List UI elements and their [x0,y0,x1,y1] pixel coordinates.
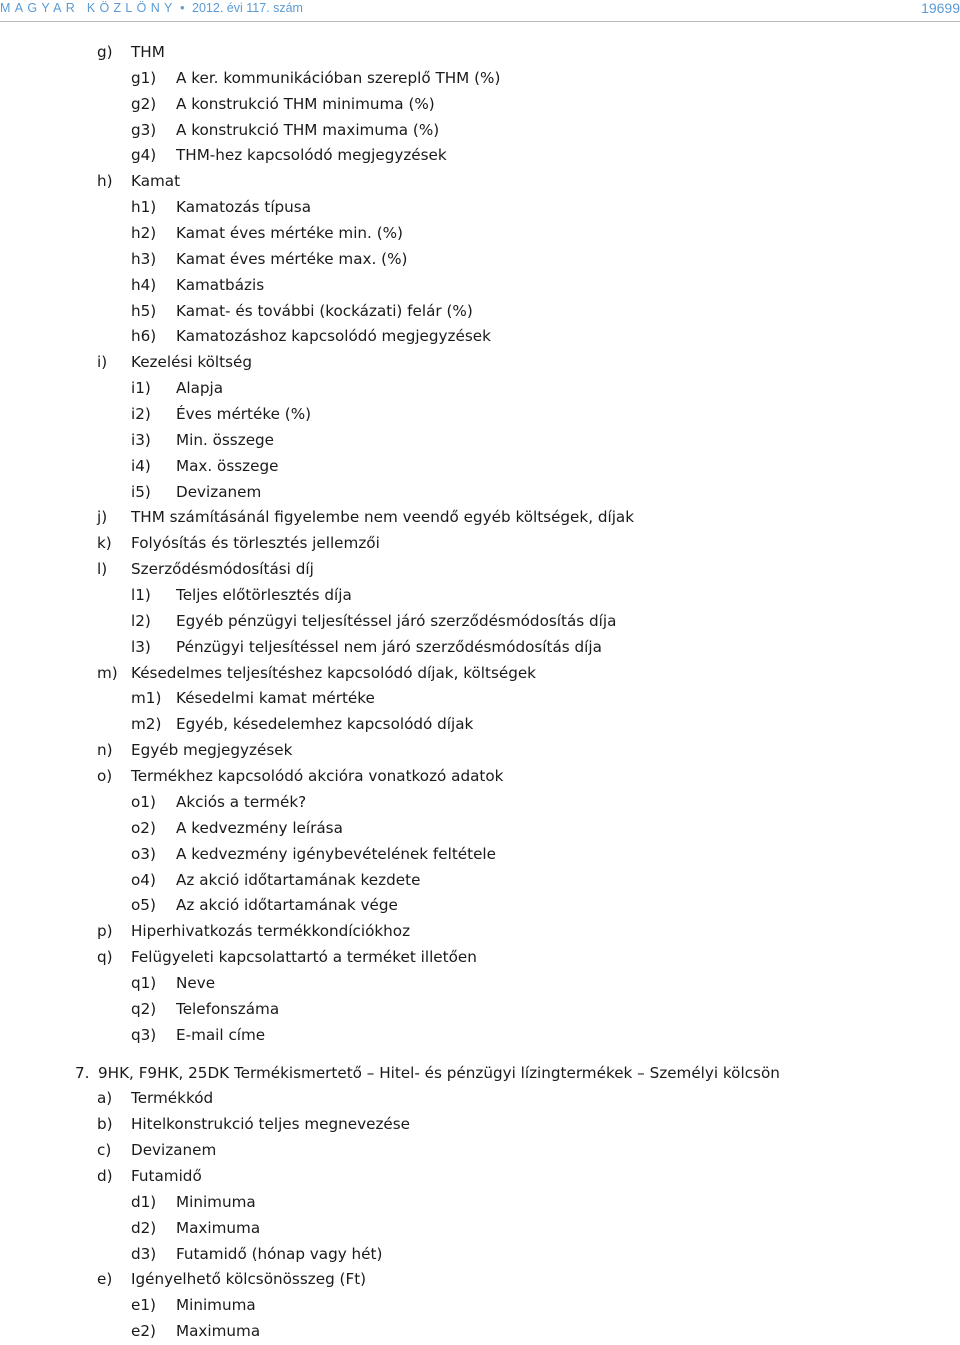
list-item [0,40,960,66]
sub-list-item [0,324,960,350]
item-text: Max. összege [176,456,279,475]
item-text: Az akció időtartamának kezdete [176,870,421,889]
item-label: d) [97,1166,113,1185]
item-text: Maximuma [176,1322,261,1341]
sub-list-item [0,273,960,299]
item-text: Folyósítás és törlesztés jellemzői [131,534,380,553]
item-label: o3) [131,844,156,863]
item-label: e1) [131,1296,156,1315]
item-label: j) [97,508,108,527]
sub-list-item [0,221,960,247]
item-text: Felügyeleti kapcsolattartó a terméket illetően [131,948,477,967]
section-title: 9HK, F9HK, 25DK Termékismertető – Hitel- és pénzügyi lízingtermékek – Személyi kölcsön [98,1063,780,1082]
item-text: Minimuma [176,1192,256,1211]
item-text: A kedvezmény igénybevételének feltétele [176,844,496,863]
item-text: Késedelmi kamat mértéke [176,689,375,708]
list-item [0,350,960,376]
item-text: Neve [176,973,216,992]
item-label: h5) [131,301,157,320]
item-label: b) [97,1115,113,1134]
sub-list-item [0,1023,960,1049]
item-label: k) [97,534,112,553]
item-text: Alapja [176,379,224,398]
item-label: l2) [131,611,151,630]
item-label: i1) [131,379,151,398]
item-text: Szerződésmódosítási díj [131,560,314,579]
item-text: A konstrukció THM maximuma (%) [176,120,440,139]
list-item [0,738,960,764]
item-label: h) [97,172,113,191]
item-label: l) [97,560,108,579]
sub-list-item [0,402,960,428]
sub-list-item [0,143,960,169]
item-label: d1) [131,1192,157,1211]
sub-list-item [0,118,960,144]
item-label: i3) [131,430,151,449]
item-text: Kamat [131,172,181,191]
item-text: Akciós a termék? [176,792,307,811]
item-label: h1) [131,198,157,217]
list-item [0,1138,960,1164]
item-text: Kezelési költség [131,353,253,372]
item-text: Minimuma [176,1296,256,1315]
item-text: Egyéb megjegyzések [131,741,293,760]
list-item [0,169,960,195]
item-text: Futamidő (hónap vagy hét) [176,1244,383,1263]
item-label: o2) [131,818,156,837]
item-text: Devizanem [176,482,262,501]
sub-list-item [0,583,960,609]
sub-list-item [0,686,960,712]
item-label: m2) [131,715,162,734]
item-label: q3) [131,1025,157,1044]
issue-info: 2012. évi 117. szám [192,1,303,15]
item-text: Kamat éves mértéke max. (%) [176,249,408,268]
list-item [0,1267,960,1293]
sub-list-item [0,1216,960,1242]
item-list-section-7 [0,1086,960,1345]
item-text: THM [131,43,165,61]
section-number: 7. [75,1063,90,1082]
item-label: d2) [131,1218,157,1237]
list-item [0,505,960,531]
sub-list-item [0,428,960,454]
item-label: e2) [131,1322,156,1341]
sub-list-item [0,195,960,221]
sub-list-item [0,712,960,738]
item-text: Hitelkonstrukció teljes megnevezése [131,1115,411,1134]
item-text: Kamat éves mértéke min. (%) [176,224,403,243]
item-label: p) [97,922,113,941]
item-text: Az akció időtartamának vége [176,896,398,915]
list-item [0,1112,960,1138]
sub-list-item [0,609,960,635]
item-text: Telefonszáma [176,999,280,1018]
item-label: h2) [131,224,157,243]
item-label: q2) [131,999,157,1018]
item-label: g3) [131,120,157,139]
item-label: q1) [131,973,157,992]
item-label: o) [97,767,113,786]
item-label: o5) [131,896,156,915]
item-label: c) [97,1141,112,1160]
item-label: n) [97,741,113,760]
publication-name: MAGYAR KÖZLÖNY [0,1,177,15]
item-label: h6) [131,327,157,346]
item-label: g) [97,43,113,61]
item-label: g4) [131,146,157,165]
sub-list-item [0,1319,960,1345]
item-text: A ker. kommunikációban szereplő THM (%) [176,68,501,87]
sub-list-item [0,816,960,842]
sub-list-item [0,893,960,919]
item-text: Futamidő [131,1166,202,1185]
item-label: g2) [131,94,157,113]
item-label: i) [97,353,108,372]
item-label: l3) [131,637,151,656]
item-label: o4) [131,870,156,889]
item-label: q) [97,948,113,967]
item-label: a) [97,1089,113,1108]
item-text: Termékhez kapcsolódó akcióra vonatkozó adatok [131,767,504,786]
list-item [0,764,960,790]
item-text: Kamatbázis [176,275,265,294]
section-gap [0,1049,960,1061]
item-label: i4) [131,456,151,475]
item-text: Devizanem [131,1141,217,1160]
list-item [0,945,960,971]
item-text: E-mail címe [176,1025,266,1044]
item-text: THM számításánál figyelembe nem veendő egyéb költségek, díjak [131,508,635,527]
item-label: m1) [131,689,162,708]
page-header [0,0,960,22]
item-text: Maximuma [176,1218,261,1237]
item-label: e) [97,1270,113,1289]
sub-list-item [0,454,960,480]
item-text: Min. összege [176,430,275,449]
list-item [0,1086,960,1112]
sub-list-item [0,1190,960,1216]
sub-list-item [0,790,960,816]
item-text: Kamatozáshoz kapcsolódó megjegyzések [176,327,491,346]
item-label: m) [97,663,118,682]
sub-list-item [0,92,960,118]
bullet-separator: • [180,1,185,15]
item-text: A kedvezmény leírása [176,818,343,837]
sub-list-item [0,635,960,661]
sub-list-item [0,66,960,92]
sub-list-item [0,1242,960,1268]
item-label: l1) [131,586,151,605]
item-label: o1) [131,792,156,811]
item-text: Egyéb pénzügyi teljesítéssel járó szerződésmódosítás díja [176,611,617,630]
list-item [0,531,960,557]
list-item [0,919,960,945]
item-text: Igényelhető kölcsönösszeg (Ft) [131,1270,367,1289]
sub-list-item [0,842,960,868]
item-text: Hiperhivatkozás termékkondíciókhoz [131,922,411,941]
item-text: Teljes előtörlesztés díja [176,586,352,605]
list-item [0,661,960,687]
section-heading [0,1061,960,1087]
item-text: Termékkód [131,1089,214,1108]
item-text: Egyéb, késedelemhez kapcsolódó díjak [176,715,474,734]
sub-list-item [0,247,960,273]
sub-list-item [0,971,960,997]
item-text: Késedelmes teljesítéshez kapcsolódó díjak, költségek [131,663,536,682]
item-label: g1) [131,68,157,87]
item-text: Éves mértéke (%) [176,405,312,424]
list-item [0,557,960,583]
sub-list-item [0,1293,960,1319]
item-label: h3) [131,249,157,268]
item-text: Kamatozás típusa [176,198,312,217]
item-label: i2) [131,405,151,424]
list-item [0,1164,960,1190]
sub-list-item [0,376,960,402]
page-number: 19699 [921,0,960,16]
sub-list-item [0,997,960,1023]
item-text: Kamat- és további (kockázati) felár (%) [176,301,473,320]
item-label: h4) [131,275,157,294]
sub-list-item [0,480,960,506]
item-text: A konstrukció THM minimuma (%) [176,94,435,113]
item-text: Pénzügyi teljesítéssel nem járó szerződésmódosítás díja [176,637,602,656]
item-text: THM-hez kapcsolódó megjegyzések [176,146,447,165]
item-label: d3) [131,1244,157,1263]
running-head [0,0,303,16]
item-label: i5) [131,482,151,501]
sub-list-item [0,868,960,894]
item-list-continued [0,40,960,1049]
document-body [0,40,960,1345]
sub-list-item [0,299,960,325]
